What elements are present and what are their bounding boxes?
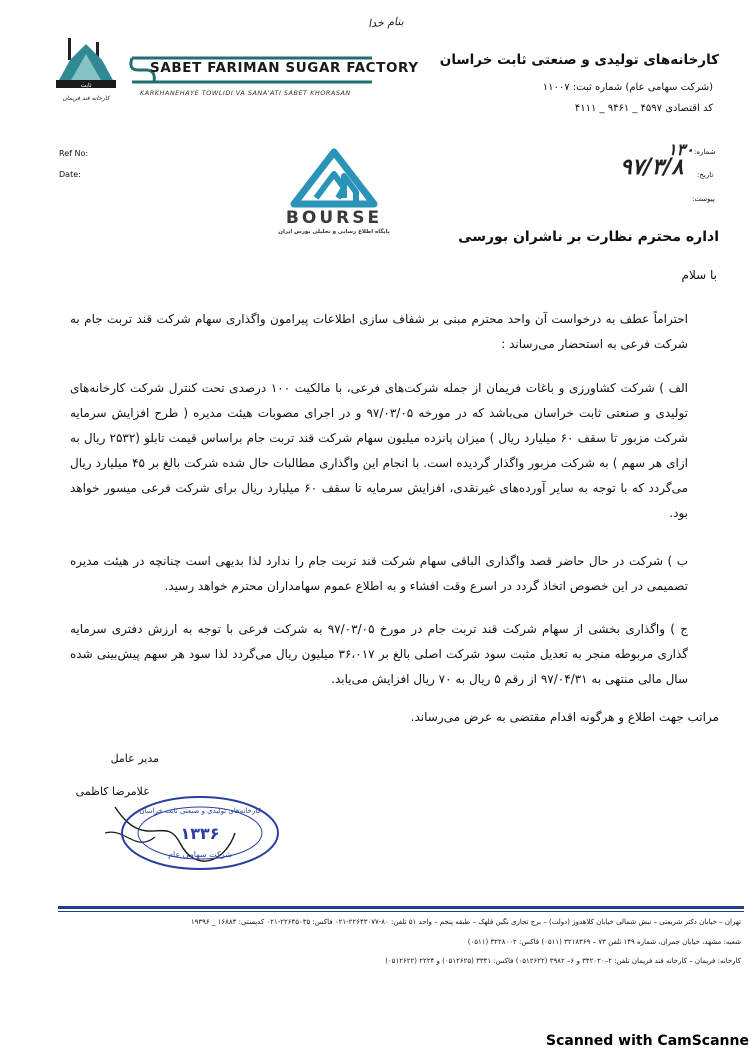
date-label-english: Date: (59, 170, 81, 179)
signer-title: مدیر عامل (110, 752, 159, 765)
svg-text:کارخانه قند فریمان: کارخانه قند فریمان (62, 95, 110, 102)
bourse-tagline: پایگاه اطلاع رسانی و تحلیلی بورس ایران (278, 229, 390, 235)
signer-name: غلامرضا کاظمی (75, 785, 149, 798)
paragraph-intro: احتراماً عطف به درخواست آن واحد محترم مبنی بر شفاف سازی اطلاعات پیرامون واگذاری سهام شرکت قند تربت جام به شرکت فرعی به استحضار می‌رساند : (70, 312, 688, 351)
letter-date-value: ۹۷/۳/۸ (620, 155, 684, 180)
letter-date-label: تاریخ: (697, 171, 714, 179)
footer-address-tehran: تهران – خیابان دکتر شریعتی – نبش شمالی خیابان کلاهدوز (دولت) – برج تجاری نگین قلهک – طبقه پنجم – واحد ۵۱ تلفن: ۸۰-۲۲۶۴۳۰۷۷-۰۲۱ فاکس: ۲۲۶۴۵۰۳۵-۰۲۱ کدپستی: ۱۶۸۸۳ _ ۱۹۳۹۶ (190, 918, 741, 926)
factory-name-english: SABET FARIMAN SUGAR FACTORY (150, 60, 419, 76)
factory-subline-english: KARKHANEHAYE TOWLIDI VA SANA'ATI SABET KHORASAN (140, 89, 351, 97)
footer-divider-thin (58, 911, 744, 912)
footer-divider (58, 906, 744, 909)
factory-emblem-logo (50, 36, 122, 106)
ref-no-label: Ref No: (59, 149, 89, 158)
letter-number-label: شماره: (694, 148, 716, 156)
paragraph-a: الف ) شرکت کشاورزی و باغات فریمان از جمله شرکت‌های فرعی، با مالکیت ۱۰۰ درصدی تحت کنترل شرکت کارخانه‌های تولیدی و صنعتی ثابت خراسان می‌باشد که در مورخه ۹۷/۰۳/۰۵ و در اجرای مصوبات هیئت مدیره ( طرح افزایش سرمایه شرکت مزبور تا سقف ۶۰ میلیارد ریال ) میزان پانزده میلیون سهام شرکت قند تربت جام براساس قیمت تابلو (۲۵۳۲ ریال به ازای هر سهم ) به شرکت مزبور واگذار گردیده است. با انجام این واگذاری مطالبات حال شده شرکت بالغ بر ۴۵ میلیارد ریال می‌گردد که با توجه به سایر آورده‌های غیرنقدی، افزایش سرمایه تا سقف ۶۰ میلیارد ریال برای شرکت فرعی میسور خواهد بود. (70, 381, 689, 520)
scanner-watermark: Scanned with CamScanne (546, 1033, 749, 1049)
company-name-persian: کارخانه‌های تولیدی و صنعتی ثابت خراسان (439, 52, 719, 68)
footer-address-mashhad: شعبه: مشهد، خیابان جمران، شماره ۱۴۹ تلفن ۷۳ – ۳۲۱۸۳۶۹ (۰۵۱۱) فاکس: ۳۲۲۸۰۰۲ (۰۵۱۱) (467, 938, 741, 946)
paragraph-c: ج ) واگذاری بخشی از سهام شرکت قند تربت جام در مورخ ۹۷/۰۳/۰۵ به شرکت فرعی با توجه به ارزش دفتری سرمایه گذاری مربوطه منجر به تعدیل مثبت سود شرکت اصلی بالغ بر ۳۶،۰۱۷ میلیون ریال می‌گردد لذا سود هر سهم پیش‌بینی شده سال مالی منتهی به ۹۷/۰۴/۳۱ از رقم ۵ ریال به ۷۰ ریال افزایش می‌یابد. (70, 622, 688, 686)
bourse-wordmark: BOURSE (285, 208, 383, 228)
recipient-line: اداره محترم نظارت بر ناشران بورسی (458, 229, 719, 245)
company-seal-stamp (105, 793, 295, 875)
svg-text:ثابت: ثابت (80, 82, 92, 89)
attachment-label: پیوست: (692, 195, 715, 203)
svg-text:۱۳۳۶: ۱۳۳۶ (180, 824, 220, 843)
svg-text:شرکت سهامی عام: شرکت سهامی عام (168, 850, 232, 859)
company-economic-code: کد اقتصادی ۴۵۹۷ _ ۹۴۶۱ _ ۴۱۱۱ (574, 103, 713, 114)
letter-number-value: ۱۳۰ (668, 140, 694, 159)
svg-text:کارخانه‌های تولیدی و صنعتی ثاب: کارخانه‌های تولیدی و صنعتی ثابت خراسان (139, 807, 261, 815)
paragraph-b: ب ) شرکت در حال حاضر قصد واگذاری الباقی سهام شرکت قند تربت جام را ندارد لذا بدیهی است چنانچه در هیئت مدیره تصمیمی در این خصوص اتخاذ گردد در اسرع وقت افشاء و به اطلاع عموم سهامداران محترم خواهد رسید. (70, 554, 688, 593)
greeting: با سلام (681, 268, 717, 282)
footer-address-factory: کارخانه: فریمان – کارخانه قند فریمان تلفن: ۲–۳۴۲۰۲۰ و ۶– ۳۹۸۲ (۰۵۱۲۶۲۲) فاکس: ۳۳۴۱ (۰۵۱۲۶۲۵) و ۲۲۲۴ (۰۵۱۲۶۲۲) (385, 957, 741, 965)
handwritten-header: بنام خدا (367, 14, 405, 31)
closing-line: مراتب جهت اطلاع و هرگونه اقدام مقتضی به عرض می‌رساند. (410, 710, 719, 724)
company-registration: (شرکت سهامی عام) شماره ثبت: ۱۱۰۰۷ (542, 82, 713, 93)
